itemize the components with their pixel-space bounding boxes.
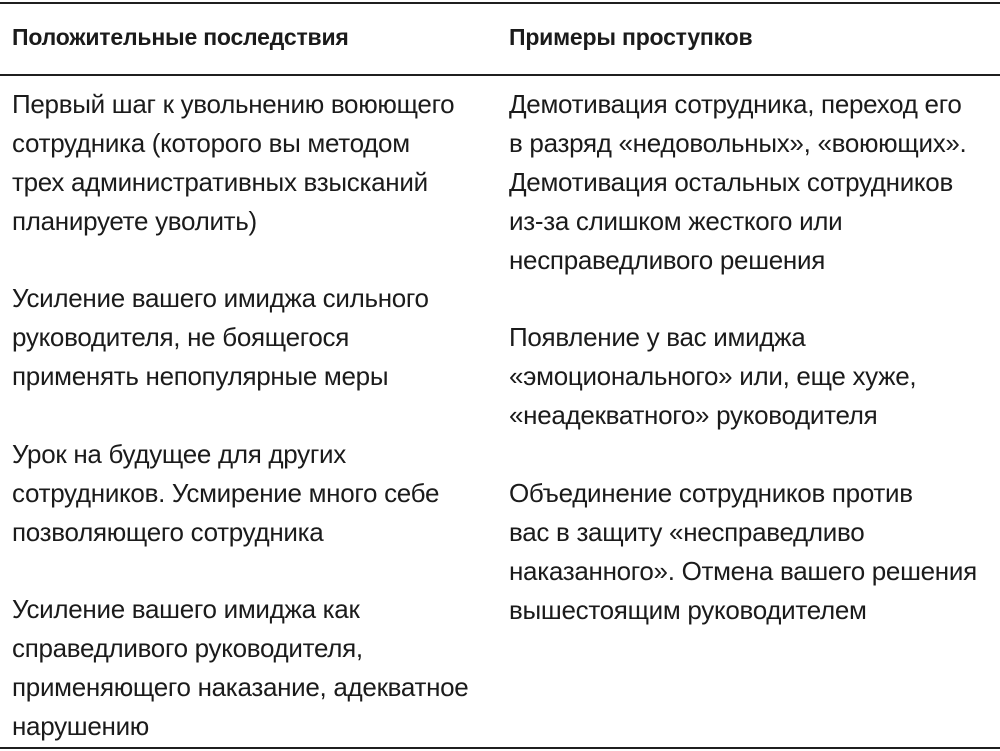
header-misconduct-examples: Примеры проступков bbox=[509, 24, 753, 50]
cell-line: Усиление вашего имиджа сильного bbox=[12, 283, 429, 313]
cell-line: вышестоящим руководителем bbox=[509, 595, 867, 625]
left-cell-1 bbox=[12, 85, 454, 241]
cell-line: «эмоционального» или, еще хуже, bbox=[509, 361, 917, 391]
cell-line: нарушению bbox=[12, 711, 149, 741]
cell-line: применять непопулярные меры bbox=[12, 361, 389, 391]
cell-line: планируете уволить) bbox=[12, 206, 257, 236]
left-cell-3 bbox=[12, 435, 439, 552]
table-top-rule bbox=[0, 2, 1000, 4]
cell-line: Объединение сотрудников против bbox=[509, 478, 913, 508]
cell-line: в разряд «недовольных», «воюющих». bbox=[509, 128, 967, 158]
cell-line: руководителя, не боящегося bbox=[12, 322, 349, 352]
cell-line: Демотивация остальных сотрудников bbox=[509, 167, 953, 197]
cell-line: Усиление вашего имиджа как bbox=[12, 594, 360, 624]
cell-line: наказанного». Отмена вашего решения bbox=[509, 556, 977, 586]
cell-line: сотрудников. Усмирение много себе bbox=[12, 478, 440, 508]
cell-line: трех административных взысканий bbox=[12, 167, 428, 197]
cell-line: позволяющего сотрудника bbox=[12, 517, 324, 547]
cell-line: Урок на будущее для других bbox=[12, 439, 346, 469]
left-cell-2 bbox=[12, 279, 429, 396]
cell-line: применяющего наказание, адекватное bbox=[12, 672, 469, 702]
cell-line: Первый шаг к увольнению воюющего bbox=[12, 89, 455, 119]
right-cell-1 bbox=[509, 85, 966, 280]
left-cell-4 bbox=[12, 590, 468, 746]
table-bottom-rule bbox=[0, 747, 1000, 749]
cell-line: справедливого руководителя, bbox=[12, 633, 363, 663]
cell-line: Появление у вас имиджа bbox=[509, 322, 806, 352]
cell-line: несправедливого решения bbox=[509, 245, 825, 275]
right-cell-2 bbox=[509, 318, 916, 435]
header-rule bbox=[0, 74, 1000, 76]
cell-line: «неадекватного» руководителя bbox=[509, 400, 878, 430]
cell-line: Демотивация сотрудника, переход его bbox=[509, 89, 962, 119]
cell-line: вас в защиту «несправедливо bbox=[509, 517, 865, 547]
cell-line: из-за слишком жесткого или bbox=[509, 206, 843, 236]
header-positive-consequences: Положительные последствия bbox=[12, 24, 349, 50]
right-cell-3 bbox=[509, 474, 977, 630]
cell-line: сотрудника (которого вы методом bbox=[12, 128, 410, 158]
